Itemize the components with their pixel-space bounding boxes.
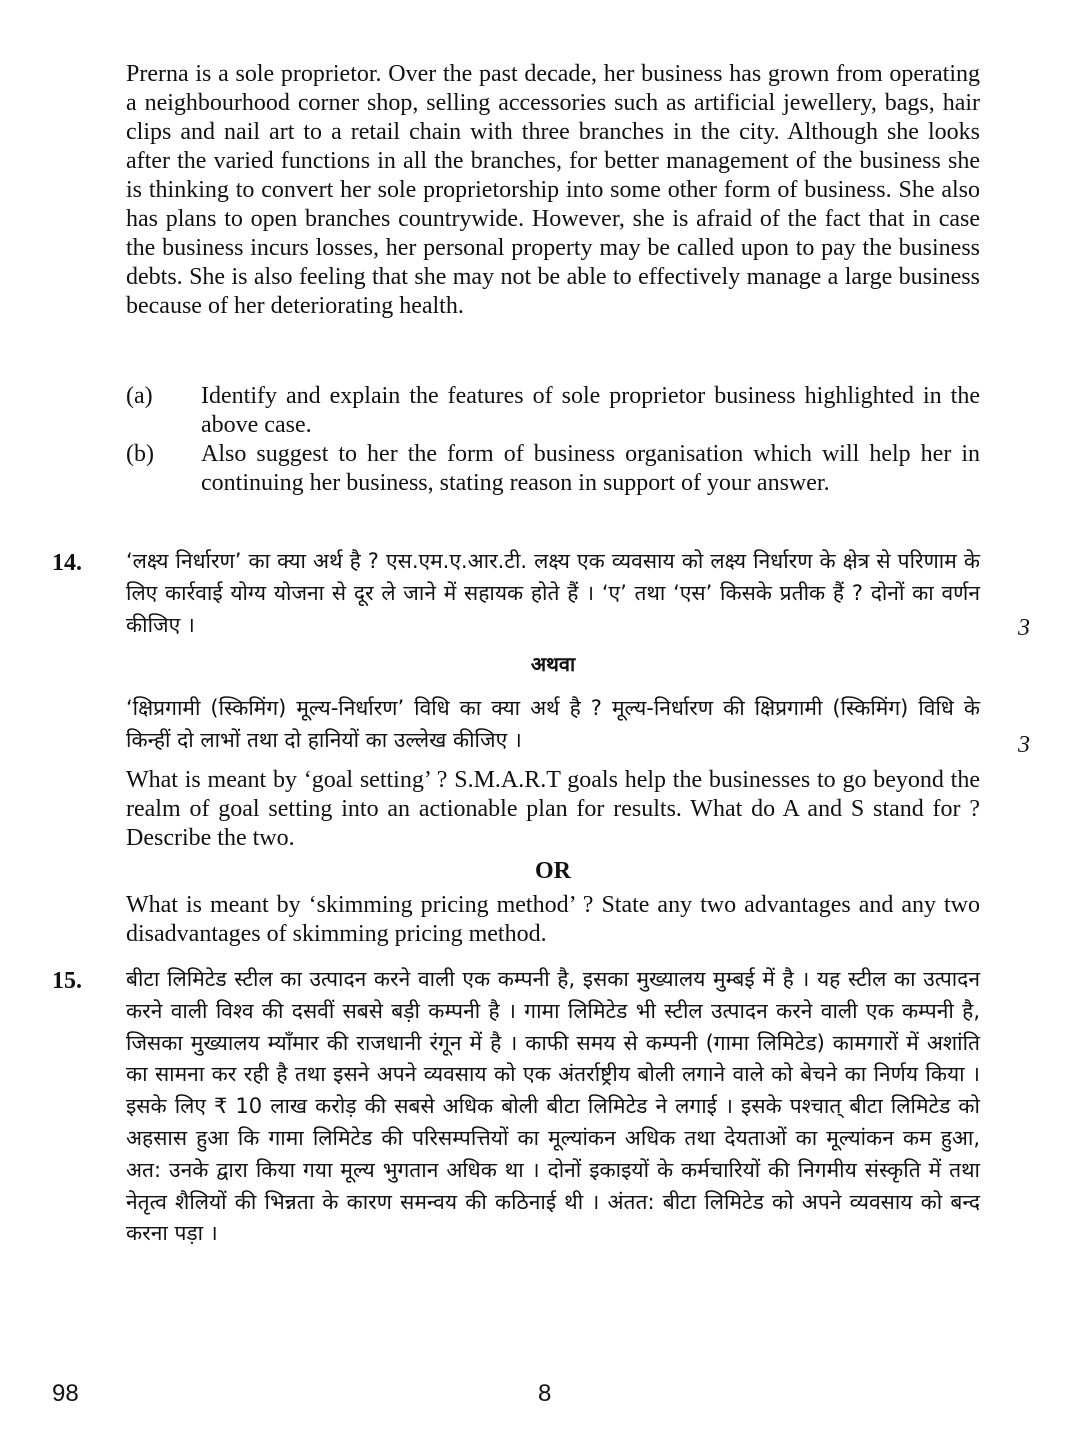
paper-code: 98 (52, 1380, 79, 1407)
sub-question-b (126, 440, 980, 527)
hindi-or-heading: अथवा (530, 652, 576, 676)
sub-question-text: Identify and explain the features of sole proprietor business highlighted in the above case. (201, 383, 980, 438)
page-number: 8 (538, 1380, 552, 1407)
q14-hindi-alt-text: ‘क्षिप्रगामी (स्किमिंग) मूल्य-निर्धारण’ विधि का क्या अर्थ है ? मूल्य-निर्धारण की क्षिप्रगामी (स्किमिंग) विधि के किन्हीं दो लाभों तथा दो हानियों का उल्लेख कीजिए । (126, 696, 980, 752)
english-or-heading: OR (535, 858, 571, 884)
sub-question-a (126, 382, 980, 440)
question-number: 14. (52, 550, 82, 576)
question-number: 15. (52, 968, 82, 994)
sub-question-label: (a) (126, 383, 153, 409)
q14-hindi-text: ‘लक्ष्य निर्धारण’ का क्या अर्थ है ? एस.एम.ए.आर.टी. लक्ष्य एक व्यवसाय को लक्ष्य निर्धारण के क्षेत्र से परिणाम के लिए कार्रवाई योग्य योजना से दूर ले जाने में सहायक होते हैं । ‘ए’ तथा ‘एस’ किसके प्रतीक हैं ? दोनों का वर्णन कीजिए । (126, 549, 980, 637)
q14-english-alt-text: What is meant by ‘skimming pricing method’ ? State any two advantages and any two disadvantages of skimming pricing method. (126, 892, 980, 947)
q15-hindi-text: बीटा लिमिटेड स्टील का उत्पादन करने वाली एक कम्पनी है, इसका मुख्यालय मुम्बई में है । यह स्टील का उत्पादन करने वाली विश्व की दसवीं सबसे बड़ी कम्पनी है । गामा लिमिटेड भी स्टील उत्पादन करने वाली एक कम्पनी है, जिसका मुख्यालय म्याँमार की राजधानी रंगून में है । काफी समय से कम्पनी (गामा लिमिटेड) कामगारों में अशांति का सामना कर रही है तथा इसने अपने व्यवसाय को एक अंतर्राष्ट्रीय बोली लगाने वाले को बेचने का निर्णय किया । इसके लिए ₹ 10 लाख करोड़ की सबसे अधिक बोली बीटा लिमिटेड ने लगाई । इसके पश्चात् बीटा लिमिटेड को अहसास हुआ कि गामा लिमिटेड की परिसम्पत्तियों का मूल्यांकन अधिक तथा देयताओं का मूल्यांकन कम हुआ, अत: उनके द्वारा किया गया मूल्य भुगतान अधिक था । दोनों इकाइयों के कर्मचारियों की निगमीय संस्कृति में तथा नेतृत्व शैलियों की भिन्नता के कारण समन्वय की कठिनाई थी । अंतत: बीटा लिमिटेड को अपने व्यवसाय को बन्द करना पड़ा । (126, 967, 980, 1246)
case-paragraph: Prerna is a sole proprietor. Over the past decade, her business has grown from operating a neighbourhood corner shop, selling accessories such as artificial jewellery, bags, hair clips and nail art to a retail chain with three branches in the city. Although she looks after the varied functions in all the branches, for better management of the business she is thinking to convert her sole proprietorship into some other form of business. She also has plans to open branches countrywide. However, she is afraid of the fact that in case the business incurs losses, her personal property may be called upon to pay the business debts. She is also feeling that she may not be able to effectively manage a large business because of her deteriorating health. (126, 61, 980, 319)
sub-question-text: Also suggest to her the form of business organisation which will help her in continuing her business, stating reason in support of your answer. (201, 441, 980, 496)
marks-label: 3 (1018, 732, 1030, 758)
sub-question-label: (b) (126, 441, 154, 467)
marks-label: 3 (1018, 615, 1030, 641)
q14-english-text: What is meant by ‘goal setting’ ? S.M.A.R.T goals help the businesses to go beyond the realm of goal setting into an actionable plan for results. What do A and S stand for ? Describe the two. (126, 767, 980, 851)
